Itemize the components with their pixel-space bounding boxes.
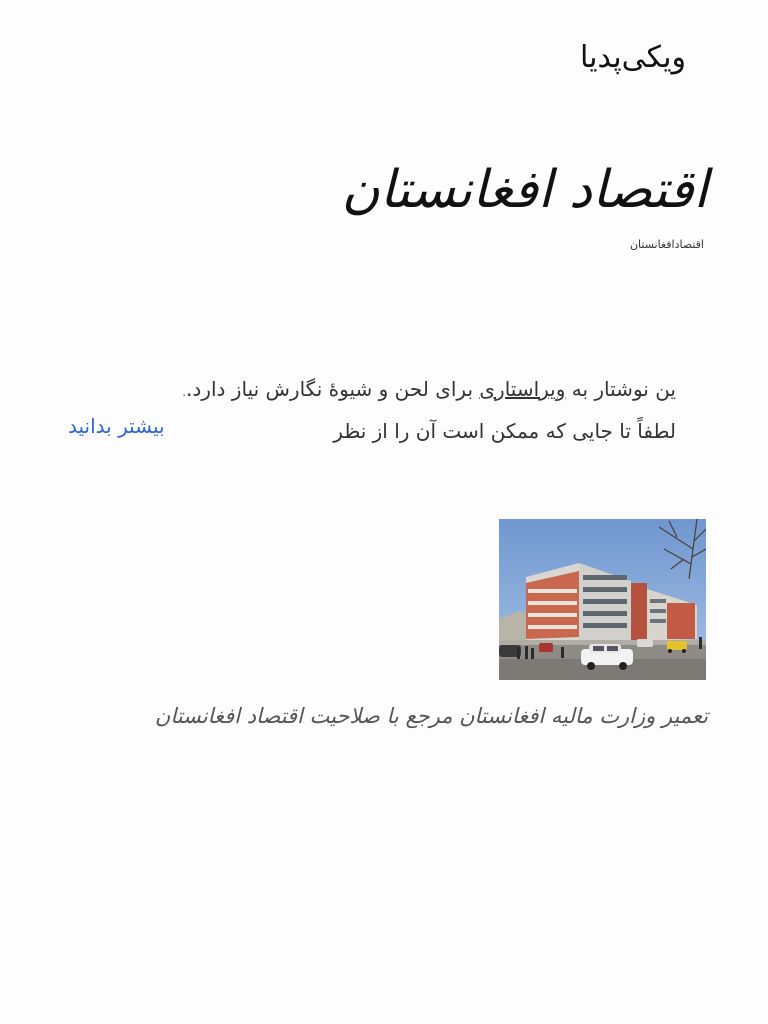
page-title: اقتصاد افغانستان xyxy=(341,160,708,220)
notice-line-2: لطفاً تا جایی که ممکن است آن را از نظر xyxy=(333,419,676,443)
maintenance-notice xyxy=(36,368,676,452)
notice-line-1 xyxy=(36,368,676,410)
building-photo-illustration xyxy=(499,519,706,680)
copyedit-link[interactable]: ویراستاری xyxy=(479,377,566,401)
notice-line-1-prefix: ین نوشتار به xyxy=(565,377,676,401)
ministry-building-image[interactable] xyxy=(499,519,706,680)
learn-more-link[interactable]: بیشتر بدانید xyxy=(68,414,165,438)
image-caption: تعمیر وزارت مالیه افغانستان مرجع با صلاحیت اقتصاد افغانستان xyxy=(154,704,708,728)
page-subtitle: اقتصادافغانستان xyxy=(629,238,704,251)
site-name[interactable]: ویکی‌پدیا xyxy=(580,40,686,75)
notice-dot: . xyxy=(182,385,187,399)
notice-line-1-suffix: برای لحن و شیوهٔ نگارش نیاز دارد. xyxy=(186,377,480,401)
